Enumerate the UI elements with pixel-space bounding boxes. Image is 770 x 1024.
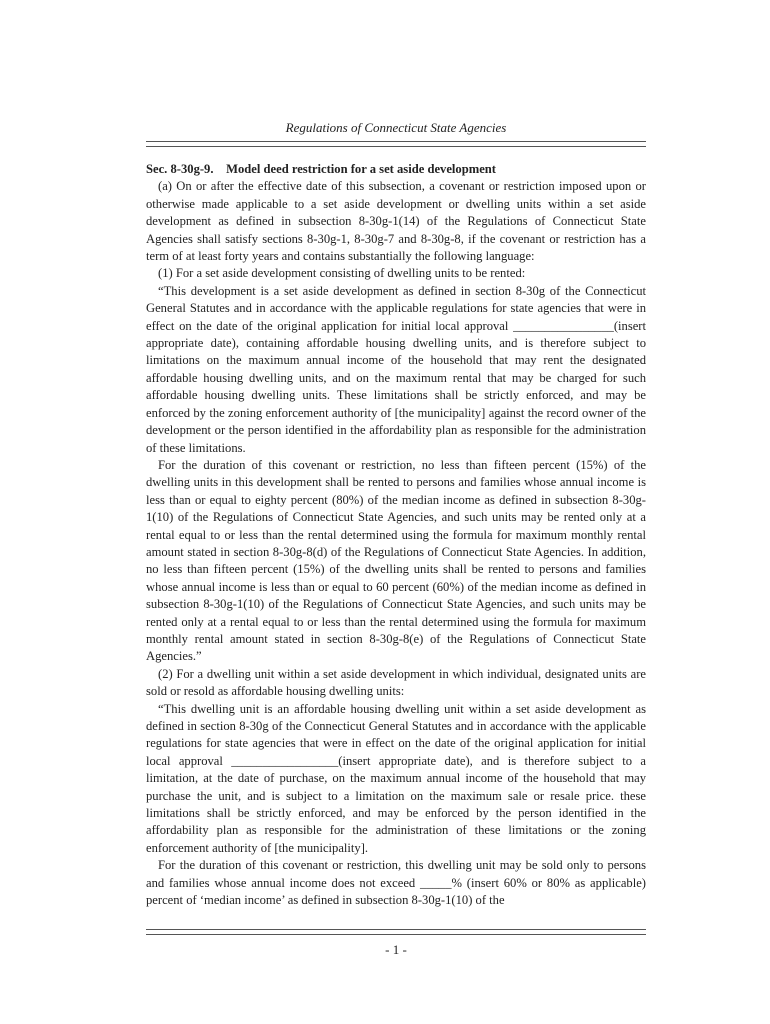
paragraph-sale-covenant: “This dwelling unit is an affordable housing dwelling unit within a set aside development as defined in section 8-30g of the Connecticut General Statutes and in accordance with the applicable regulations for state agencies that were in effect on the date of the original application for initial local approval _________________(insert appropriate date), and is therefore subject to a limitation, at the date of purchase, on the maximum annual income of the household that may purchase the unit, and is subject to a limitation on the maximum sale or resale price. these limitations shall be strictly enforced, and may be enforced by the person identified in the affordability plan as responsible for the administration of these limitations or the zoning enforcement authority of [the municipality]. bbox=[146, 701, 646, 855]
paragraph-sale-duration: For the duration of this covenant or restriction, this dwelling unit may be sold only to persons and families whose annual income does not exceed _____% (insert 60% or 80% as applicable) percent of ‘median income’ as defined in subsection 8-30g-1(10) of the bbox=[146, 858, 646, 908]
body-text bbox=[146, 161, 646, 909]
running-header: Regulations of Connecticut State Agencies bbox=[285, 120, 507, 135]
paragraph-rental-covenant: “This development is a set aside development as defined in section 8-30g of the Connecticut General Statutes and in accordance with the applicable regulations for state agencies that were in effect on the date of the original application for initial local approval ________________(insert appropriate date), containing affordable housing dwelling units, and is therefore subject to limitations on the maximum annual income of the household that may rent the designated affordable housing dwelling units, and on the maximum rental that may be charged for such affordable housing dwelling units. These limitations shall be strictly enforced, and may be enforced by the zoning enforcement authority of [the municipality] against the record owner of the development or the person identified in the affordability plan as responsible for the administration of these limitations. bbox=[146, 283, 646, 455]
header-rule bbox=[146, 141, 646, 147]
footer-rule bbox=[146, 929, 646, 935]
paragraph-rental-duration: For the duration of this covenant or restriction, no less than fifteen percent (15%) of the dwelling units in this development shall be rented to persons and families whose annual income is less than or equal to eighty percent (80%) of the median income as defined in subsection 8-30g-1(10) of the Regulations of Connecticut State Agencies, and such units may be rented only at a rental equal to or less than the rental determined using the formula for maximum monthly rental amount stated in section 8-30g-8(d) of the Regulations of Connecticut State Agencies. In addition, no less than fifteen percent (15%) of the dwelling units shall be rented to persons and families whose annual income is less than or equal to 60 percent (60%) of the median income as defined in subsection 8-30g-1(10) of the Regulations of Connecticut State Agencies, and such units may be rented only at a rental equal to or less than the rental determined using the formula for maximum monthly rental amount stated in section 8-30g-8(e) of the Regulations of Connecticut State Agencies.” bbox=[146, 457, 646, 664]
paragraph-2: (2) For a dwelling unit within a set aside development in which individual, designated units are sold or resold as affordable housing dwelling units: bbox=[146, 666, 646, 699]
page-number: - 1 - bbox=[385, 942, 407, 957]
paragraph-1: (1) For a set aside development consisting of dwelling units to be rented: bbox=[158, 266, 526, 281]
paragraph-a: (a) On or after the effective date of this subsection, a covenant or restriction imposed upon or otherwise made applicable to a set aside development or dwelling units within a set aside development as defined in subsection 8-30g-1(14) of the Regulations of Connecticut State Agencies shall satisfy sections 8-30g-1, 8-30g-7 and 8-30g-8, if the covenant or restriction has a term of at least forty years and contains substantially the following language: bbox=[146, 179, 646, 264]
section-heading: Sec. 8-30g-9. Model deed restriction for a set aside development bbox=[146, 162, 496, 176]
